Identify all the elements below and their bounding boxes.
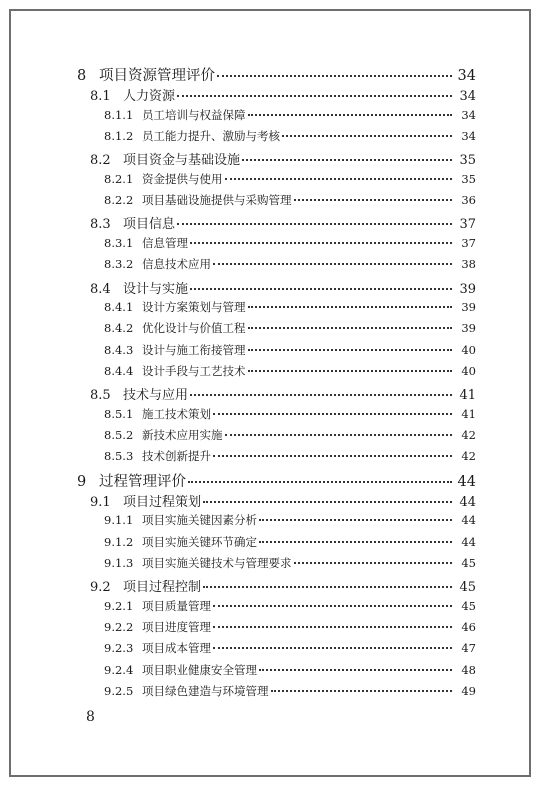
toc-entry-page: 38 xyxy=(461,257,476,272)
toc-entry-number: 9.2.3 xyxy=(104,641,134,656)
toc-entry-title: 项目实施关键技术与管理要求 xyxy=(142,556,292,571)
dot-leader xyxy=(225,178,453,180)
toc-entry-page: 45 xyxy=(461,598,476,613)
toc-entry-title: 项目成本管理 xyxy=(142,641,211,656)
toc-entry-title: 设计与实施 xyxy=(123,281,189,297)
toc-entry-page: 47 xyxy=(461,641,476,656)
toc-entry-level2[interactable] xyxy=(90,278,476,297)
toc-entry-level2[interactable] xyxy=(90,149,476,168)
toc-entry-page: 34 xyxy=(461,107,476,122)
toc-entry-level3[interactable] xyxy=(104,640,476,656)
toc-entry-title: 员工能力提升、激励与考核 xyxy=(142,129,280,144)
dot-leader xyxy=(213,455,452,457)
toc-entry-level3[interactable] xyxy=(104,427,476,443)
toc-entry-page: 45 xyxy=(459,580,476,596)
toc-entry-level2[interactable] xyxy=(90,85,476,104)
toc-entry-title: 项目实施关键环节确定 xyxy=(142,534,257,549)
toc-entry-page: 39 xyxy=(461,299,476,314)
toc-entry-level3[interactable] xyxy=(104,192,476,208)
toc-entry-level3[interactable] xyxy=(104,512,476,528)
dot-leader xyxy=(203,586,452,588)
dot-leader xyxy=(294,199,453,201)
toc-entry-title: 项目绿色建造与环境管理 xyxy=(142,684,269,699)
toc-entry-number: 8.2 xyxy=(90,153,111,169)
dot-leader xyxy=(259,669,452,671)
toc-entry-title: 优化设计与价值工程 xyxy=(142,321,246,336)
toc-entry-page: 46 xyxy=(461,620,476,635)
toc-entry-page: 39 xyxy=(459,281,476,297)
dot-leader xyxy=(225,434,453,436)
toc-entry-title: 技术与应用 xyxy=(123,388,189,404)
dot-leader xyxy=(248,306,453,308)
dot-leader xyxy=(248,114,453,116)
toc-entry-number: 9.1.1 xyxy=(104,513,134,528)
toc-entry-number: 9.2.4 xyxy=(104,662,134,677)
toc-entry-number: 8.1 xyxy=(90,89,111,105)
toc-entry-page: 34 xyxy=(457,68,476,84)
toc-entry-page: 44 xyxy=(457,473,476,490)
dot-leader xyxy=(177,223,452,225)
dot-leader xyxy=(213,413,452,415)
toc-entry-page: 42 xyxy=(461,427,476,442)
toc-entry-title: 资金提供与使用 xyxy=(142,171,223,186)
toc-entry-level3[interactable] xyxy=(104,534,476,550)
toc-entry-number: 8.4 xyxy=(90,281,111,297)
toc-entry-number: 8.4.3 xyxy=(104,342,134,357)
toc-entry-number: 8.4.4 xyxy=(104,363,134,378)
toc-entry-level3[interactable] xyxy=(104,256,476,272)
dot-leader xyxy=(294,562,453,564)
toc-entry-number: 8.2.1 xyxy=(104,171,134,186)
dot-leader xyxy=(248,349,453,351)
toc-entry-title: 过程管理评价 xyxy=(99,473,186,490)
dot-leader xyxy=(190,394,452,396)
toc-entry-level3[interactable] xyxy=(104,363,476,379)
toc-entry-level3[interactable] xyxy=(104,235,476,251)
toc-entry-level2[interactable] xyxy=(90,491,476,510)
page-number: 8 xyxy=(86,709,95,725)
toc-entry-title: 信息管理 xyxy=(142,235,188,250)
dot-leader xyxy=(213,626,452,628)
toc-entry-level3[interactable] xyxy=(104,662,476,678)
toc-entry-title: 施工技术策划 xyxy=(142,406,211,421)
toc-entry-title: 设计与施工衔接管理 xyxy=(142,342,246,357)
toc-entry-level1[interactable] xyxy=(77,64,476,85)
toc-entry-number: 8.5.1 xyxy=(104,406,134,421)
toc-entry-level3[interactable] xyxy=(104,598,476,614)
toc-entry-level3[interactable] xyxy=(104,619,476,635)
toc-entry-title: 项目信息 xyxy=(123,217,176,233)
dot-leader xyxy=(248,370,453,372)
toc-entry-page: 41 xyxy=(461,406,476,421)
toc-entry-title: 信息技术应用 xyxy=(142,257,211,272)
toc-entry-level2[interactable] xyxy=(90,576,476,595)
toc-entry-page: 44 xyxy=(459,495,476,510)
toc-entry-level3[interactable] xyxy=(104,299,476,315)
toc-entry-level1[interactable] xyxy=(77,470,476,491)
toc-entry-title: 技术创新提升 xyxy=(142,449,211,464)
toc-entry-page: 49 xyxy=(461,684,476,699)
dot-leader xyxy=(203,501,452,503)
toc-entry-title: 设计手段与工艺技术 xyxy=(142,363,246,378)
toc-entry-level3[interactable] xyxy=(104,107,476,123)
toc-entry-number: 8 xyxy=(77,68,87,84)
toc-entry-page: 34 xyxy=(459,89,476,105)
toc-entry-level3[interactable] xyxy=(104,320,476,336)
toc-entry-number: 9.1.2 xyxy=(104,534,134,549)
toc-entry-number: 8.1.1 xyxy=(104,107,134,122)
toc-entry-title: 项目资源管理评价 xyxy=(99,68,215,84)
toc-entry-level3[interactable] xyxy=(104,683,476,699)
toc-entry-title: 项目进度管理 xyxy=(142,620,211,635)
toc-entry-title: 新技术应用实施 xyxy=(142,427,223,442)
toc-entry-level3[interactable] xyxy=(104,555,476,571)
toc-entry-page: 35 xyxy=(459,153,476,169)
toc-entry-number: 9.1.3 xyxy=(104,556,134,571)
toc-entry-page: 36 xyxy=(461,193,476,208)
toc-entry-number: 8.4.2 xyxy=(104,321,134,336)
toc-entry-number: 8.2.2 xyxy=(104,193,134,208)
toc-entry-page: 42 xyxy=(461,449,476,464)
dot-leader xyxy=(248,327,453,329)
toc-entry-page: 39 xyxy=(461,321,476,336)
toc-entry-level3[interactable] xyxy=(104,448,476,464)
dot-leader xyxy=(213,647,452,649)
dot-leader xyxy=(259,541,452,543)
dot-leader xyxy=(213,605,452,607)
toc-entry-level3[interactable] xyxy=(104,406,476,422)
toc-entry-page: 44 xyxy=(461,513,476,528)
toc-entry-level3[interactable] xyxy=(104,342,476,358)
dot-leader xyxy=(259,519,452,521)
toc-entry-number: 9.1 xyxy=(90,495,111,510)
toc-entry-number: 9.2.2 xyxy=(104,620,134,635)
toc-entry-number: 9.2 xyxy=(90,580,111,596)
dot-leader xyxy=(282,135,452,137)
toc-entry-level2[interactable] xyxy=(90,213,476,232)
toc-entry-page: 35 xyxy=(461,171,476,186)
toc-entry-page: 41 xyxy=(459,388,476,404)
dot-leader xyxy=(190,242,452,244)
toc-entry-number: 8.1.2 xyxy=(104,129,134,144)
toc-entry-title: 设计方案策划与管理 xyxy=(142,299,246,314)
toc-entry-page: 34 xyxy=(461,129,476,144)
toc-entry-title: 项目资金与基础设施 xyxy=(123,153,241,169)
toc-entry-level3[interactable] xyxy=(104,128,476,144)
toc-entry-number: 8.3.2 xyxy=(104,257,134,272)
toc-entry-title: 项目实施关键因素分析 xyxy=(142,513,257,528)
dot-leader xyxy=(188,481,452,483)
toc-entry-number: 8.5 xyxy=(90,388,111,404)
toc-entry-page: 40 xyxy=(461,363,476,378)
dot-leader xyxy=(213,263,452,265)
toc-entry-title: 员工培训与权益保障 xyxy=(142,107,246,122)
toc-entry-page: 45 xyxy=(461,556,476,571)
toc-entry-number: 9.2.5 xyxy=(104,684,134,699)
toc-entry-page: 40 xyxy=(461,342,476,357)
toc-entry-level2[interactable] xyxy=(90,384,476,403)
toc-entry-number: 8.3.1 xyxy=(104,235,134,250)
dot-leader xyxy=(217,75,452,77)
toc-entry-number: 9 xyxy=(77,473,87,490)
dot-leader xyxy=(271,690,453,692)
toc-entry-title: 项目过程策划 xyxy=(123,495,202,510)
toc-entry-title: 项目基础设施提供与采购管理 xyxy=(142,193,292,208)
dot-leader xyxy=(177,95,452,97)
toc-entry-page: 48 xyxy=(461,662,476,677)
toc-entry-number: 8.4.1 xyxy=(104,299,134,314)
toc-entry-page: 37 xyxy=(459,217,476,233)
toc-entry-title: 项目质量管理 xyxy=(142,598,211,613)
dot-leader xyxy=(190,288,452,290)
toc-entry-page: 37 xyxy=(461,235,476,250)
toc-entry-title: 项目过程控制 xyxy=(123,580,202,596)
toc-entry-level3[interactable] xyxy=(104,171,476,187)
toc-entry-number: 8.5.2 xyxy=(104,427,134,442)
toc-entry-number: 9.2.1 xyxy=(104,598,134,613)
toc-entry-title: 人力资源 xyxy=(123,89,176,105)
toc-entry-title: 项目职业健康安全管理 xyxy=(142,662,257,677)
dot-leader xyxy=(242,159,452,161)
toc-entry-page: 44 xyxy=(461,534,476,549)
toc-entry-number: 8.3 xyxy=(90,217,111,233)
toc-entry-number: 8.5.3 xyxy=(104,449,134,464)
